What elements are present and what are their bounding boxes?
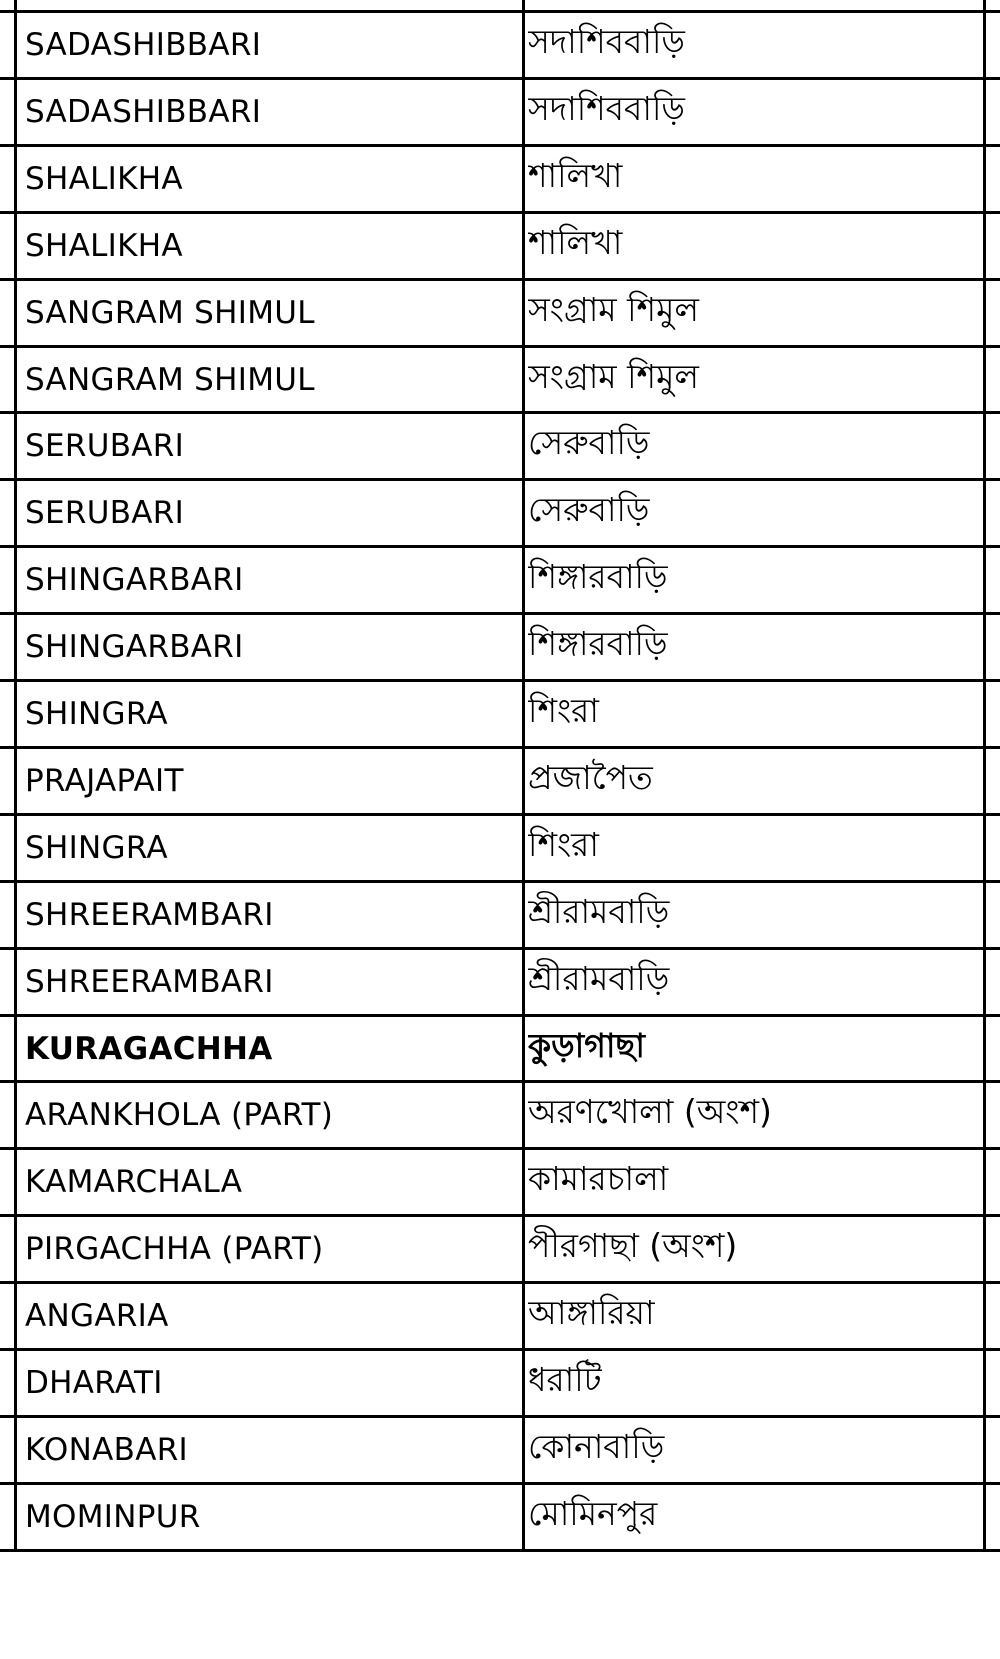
english-name-cell: KAMARCHALA [25,1164,243,1200]
bengali-name-cell: আঙ্গারিয়া [528,1293,655,1332]
english-name-cell: SERUBARI [25,495,185,531]
bengali-name-cell: শালিখা [528,156,623,195]
bengali-name-cell: ধরাটি [528,1360,602,1399]
bengali-name-cell: শিংরা [528,825,599,864]
english-name-cell: SADASHIBBARI [25,27,262,63]
bengali-name-cell: কুড়াগাছা [528,1026,645,1065]
english-name-cell: SHINGRA [25,696,168,732]
table-right-border [983,0,986,1551]
bengali-name-cell: পীরগাছা (অংশ) [528,1226,738,1265]
english-name-cell: SADASHIBBARI [25,94,262,130]
english-name-cell: SHREERAMBARI [25,964,274,1000]
bengali-name-cell: প্রজাপৈত [528,758,653,797]
bengali-name-cell: মোমিনপুর [528,1494,658,1533]
english-name-cell: PIRGACHHA (PART) [25,1231,324,1267]
bengali-name-cell: সদাশিববাড়ি [528,22,685,61]
table-left-border [14,0,17,1551]
english-name-cell: SHREERAMBARI [25,897,274,933]
bengali-name-cell: সেরুবাড়ি [528,490,650,529]
bengali-name-cell: সংগ্রাম শিমুল [528,357,699,396]
row-divider [0,1549,1000,1552]
english-name-cell: SANGRAM SHIMUL [25,295,315,331]
english-name-cell: KONABARI [25,1432,188,1468]
cropped-previous-row [0,0,1000,10]
english-name-cell: KURAGACHHA [25,1031,273,1067]
english-name-cell: ANGARIA [25,1298,169,1334]
bengali-name-cell: কামারচালা [528,1159,669,1198]
english-name-cell: SANGRAM SHIMUL [25,362,315,398]
english-name-cell: SHALIKHA [25,161,183,197]
bengali-name-cell: সেরুবাড়ি [528,423,650,462]
bengali-name-cell: সদাশিববাড়ি [528,89,685,128]
english-name-cell: DHARATI [25,1365,163,1401]
bengali-name-cell: অরণখোলা (অংশ) [528,1092,772,1131]
bengali-name-cell: সংগ্রাম শিমুল [528,290,699,329]
english-name-cell: SERUBARI [25,428,185,464]
english-name-cell: SHINGARBARI [25,562,244,598]
bengali-name-cell: শিঙ্গারবাড়ি [528,624,668,663]
bengali-name-cell: শ্রীরামবাড়ি [528,959,670,998]
english-name-cell: MOMINPUR [25,1499,201,1535]
english-name-cell: PRAJAPAIT [25,763,184,799]
english-name-cell: SHALIKHA [25,228,183,264]
english-name-cell: SHINGARBARI [25,629,244,665]
english-name-cell: ARANKHOLA (PART) [25,1097,334,1133]
bengali-name-cell: কোনাবাড়ি [528,1427,665,1466]
bengali-name-cell: শালিখা [528,223,623,262]
column-separator [522,0,525,1551]
bengali-name-cell: শ্রীরামবাড়ি [528,892,670,931]
bengali-name-cell: শিংরা [528,691,599,730]
bengali-name-cell: শিঙ্গারবাড়ি [528,557,668,596]
english-name-cell: SHINGRA [25,830,168,866]
